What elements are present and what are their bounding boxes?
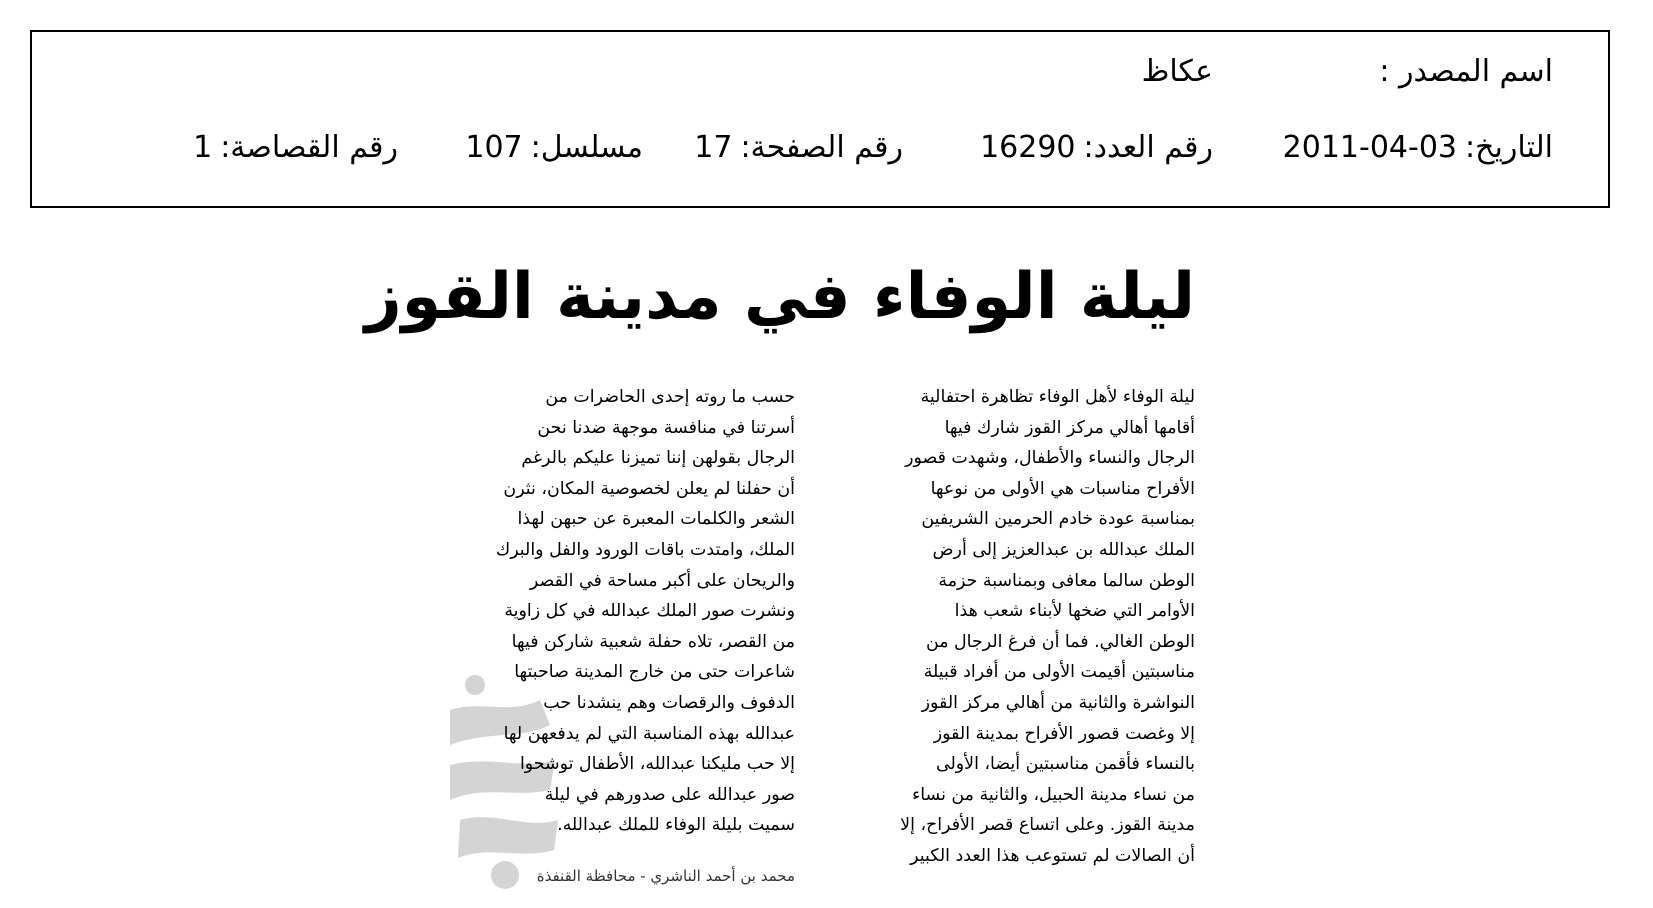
article-column-right	[850, 382, 1195, 872]
left-column-line: صور عبدالله على صدورهم في ليلة	[544, 784, 795, 805]
date-field	[1283, 130, 1553, 166]
serial-label: مسلسل:	[530, 130, 643, 165]
right-column-line: الملك عبدالله بن عبدالعزيز إلى أرض	[932, 539, 1195, 560]
issue-field	[980, 130, 1213, 166]
left-column-line: حسب ما روته إحدى الحاضرات من	[545, 387, 795, 407]
page-label: رقم الصفحة:	[740, 130, 903, 165]
left-column-line: شاعرات حتى من خارج المدينة صاحبتها	[514, 662, 795, 683]
article-headline: ليلة الوفاء في مدينة القوز	[364, 260, 1195, 334]
right-column-line: بالنساء فأقمن مناسبتين أيضا، الأولى	[935, 754, 1195, 775]
right-column-line: ليلة الوفاء لأهل الوفاء تظاهرة احتفالية	[920, 387, 1195, 407]
left-column-line: الملك، وامتدت باقات الورود والفل والبرك	[495, 539, 795, 560]
right-column-line: الوطن الغالي. فما أن فرغ الرجال من	[925, 631, 1195, 652]
right-column-line: مناسبتين أقيمت الأولى من أفراد قبيلة	[923, 662, 1195, 683]
serial-value: 107	[465, 130, 523, 165]
left-column-line: الرجال بقولهن إننا تميزنا عليكم بالرغم	[521, 448, 795, 469]
right-column-line: الرجال والنساء والأطفال، وشهدت قصور	[905, 448, 1195, 469]
clip-value: 1	[193, 130, 213, 165]
left-column-line: سميت بليلة الوفاء للملك عبدالله.	[557, 815, 795, 836]
right-column-line: مدينة القوز. وعلى اتساع قصر الأفراح، إلا	[900, 815, 1195, 836]
right-column-line: الأوامر التي ضخها لأبناء شعب هذا	[954, 601, 1195, 622]
left-column-line: إلا حب مليكنا عبدالله، الأطفال توشحوا	[519, 754, 795, 775]
left-column-line: الشعر والكلمات المعبرة عن حبهن لهذا	[517, 509, 795, 530]
page-value: 17	[694, 130, 733, 165]
source-value: عكاظ	[1141, 54, 1213, 89]
left-column-line: عبدالله بهذه المناسبة التي لم يدفعهن لها	[503, 723, 795, 744]
article-column-left	[450, 382, 795, 841]
right-column-line: بمناسبة عودة خادم الحرمين الشريفين	[921, 509, 1195, 530]
page-field	[694, 130, 903, 166]
right-column-line: إلا وغصت قصور الأفراح بمدينة القوز	[933, 723, 1195, 744]
left-column-line: أن حفلنا لم يعلن لخصوصية المكان، نثرن	[503, 478, 795, 499]
clip-label: رقم القصاصة:	[220, 130, 398, 165]
article-clipping	[364, 250, 1195, 900]
left-column-line: ونشرت صور الملك عبدالله في كل زاوية	[504, 601, 795, 622]
metadata-box	[30, 30, 1610, 208]
right-column-line: من نساء مدينة الحبيل، والثانية من نساء	[912, 784, 1195, 805]
date-label: التاريخ:	[1465, 130, 1553, 165]
left-column-line: والريحان على أكبر مساحة في القصر	[529, 570, 795, 591]
serial-field	[465, 130, 643, 166]
article-byline: محمد بن أحمد الناشري - محافظة القنفذة	[536, 867, 795, 885]
left-column-line: الدفوف والرقصات وهم ينشدنا حب	[543, 692, 795, 713]
right-column-line: النواشرة والثانية من أهالي مركز القوز	[921, 692, 1195, 713]
issue-value: 16290	[980, 130, 1076, 165]
left-column-line: من القصر، تلاه حفلة شعبية شاركن فيها	[511, 631, 795, 652]
right-column-line: الوطن سالما معافى وبمناسبة حزمة	[938, 570, 1195, 591]
clip-field	[193, 130, 398, 166]
right-column-line: الأفراح مناسبات هي الأولى من نوعها	[930, 478, 1195, 499]
right-column-line: أقامها أهالي مركز القوز شارك فيها	[944, 417, 1195, 438]
issue-label: رقم العدد:	[1083, 130, 1213, 165]
source-label: اسم المصدر :	[1379, 54, 1553, 89]
right-column-line: أن الصالات لم تستوعب هذا العدد الكبير	[910, 845, 1195, 866]
date-value: 2011-04-03	[1282, 130, 1458, 165]
left-column-line: أسرتنا في منافسة موجهة ضدنا نحن	[537, 417, 795, 438]
